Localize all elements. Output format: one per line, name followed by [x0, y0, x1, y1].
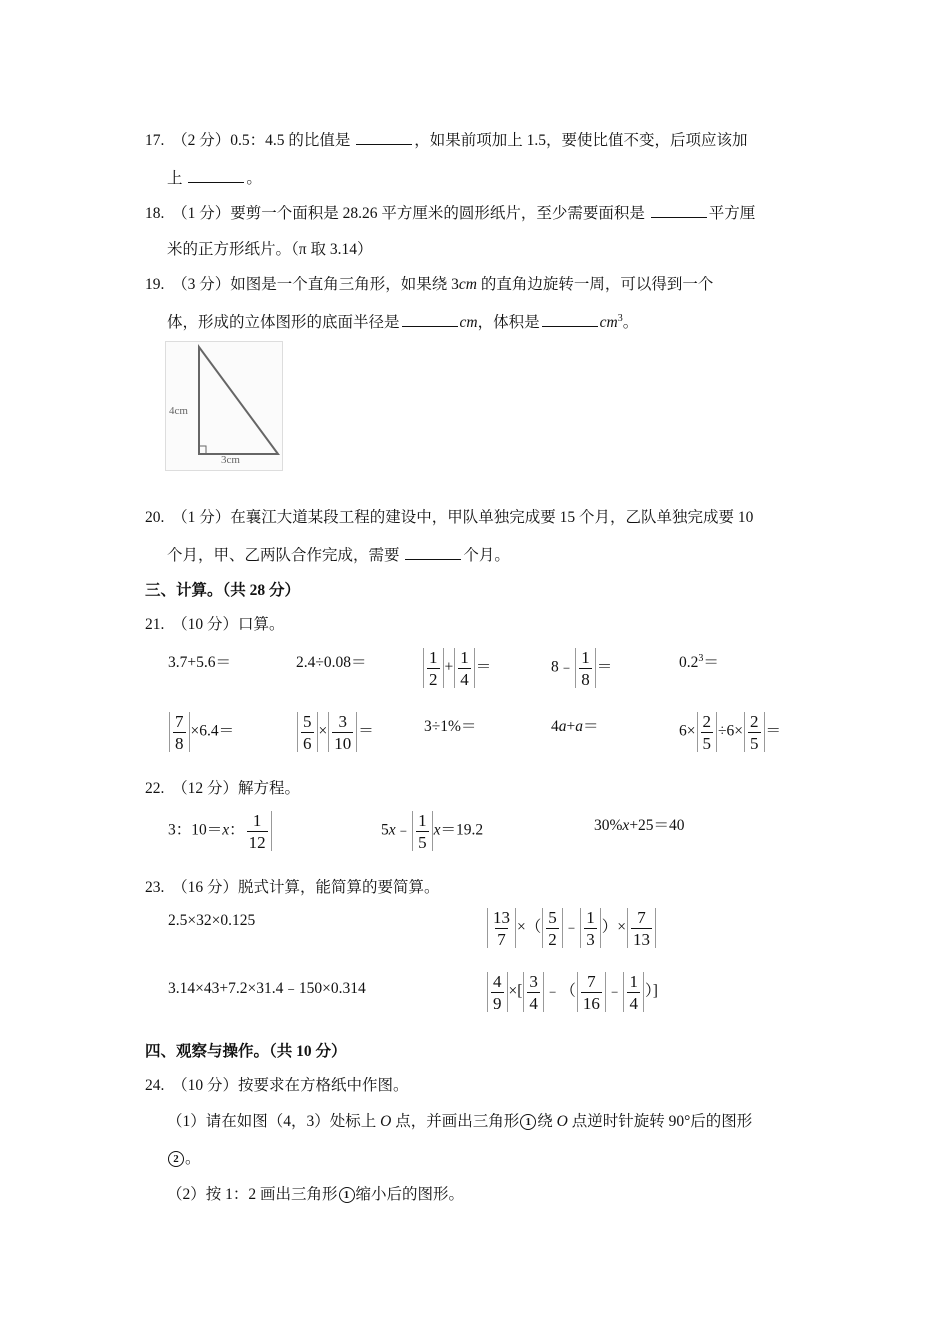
right-triangle-figure — [165, 341, 283, 471]
answer-blank[interactable] — [405, 545, 461, 560]
q23-expr4: $\frac{4}{9}$ ×[ $\frac{3}{4}$ ﹣（ $\frac{7}{16}$ ﹣ $\frac{1}{4}$ ）] — [486, 972, 658, 1012]
fraction: $\frac{1}{8}$ — [575, 648, 596, 688]
label-4cm: 4cm — [169, 405, 188, 417]
q21-item-d: 8﹣ $\frac{1}{8}$ ＝ — [551, 648, 613, 689]
fraction: $\frac{13}{7}$ — [487, 908, 516, 948]
q22-eq1: 3：10＝x： $\frac{1}{12}$ — [168, 811, 273, 851]
fraction: $\frac{2}{5}$ — [744, 712, 765, 752]
q21-item-a: 3.7+5.6＝ — [168, 654, 231, 671]
section-3-heading: 三、计算。（共 28 分） — [145, 582, 301, 599]
answer-blank[interactable] — [356, 130, 412, 145]
q23-title: 23. （16 分）脱式计算，能简算的要简算。 — [145, 879, 440, 896]
q23-expr3: 3.14×43+7.2×31.4﹣150×0.314 — [168, 980, 366, 997]
fraction: $\frac{5}{6}$ — [297, 712, 318, 752]
circled-number: 1 — [520, 1114, 536, 1130]
fraction: $\frac{3}{4}$ — [523, 972, 544, 1012]
fraction: $\frac{1}{12}$ — [246, 811, 272, 851]
answer-blank[interactable] — [402, 312, 458, 327]
q24-title: 24. （10 分）按要求在方格纸中作图。 — [145, 1077, 409, 1094]
q24-part1-line1: （1）请在如图（4，3）处标上 O 点，并画出三角形 1 绕 O 点逆时针旋转 90°后的图形 — [167, 1113, 753, 1130]
q21-item-b: 2.4÷0.08＝ — [296, 654, 367, 671]
q23-expr1: 2.5×32×0.125 — [168, 912, 256, 929]
fraction: $\frac{7}{8}$ — [169, 712, 190, 752]
fraction: $\frac{1}{2}$ — [423, 648, 444, 688]
q19-line2: 体，形成的立体图形的底面半径是 cm，体积是 $cm^3$。 — [167, 312, 639, 331]
q20-line2: 个月，甲、乙两队合作完成，需要 个月。 — [167, 547, 510, 564]
q23-expr2: $\frac{13}{7}$ ×（ $\frac{5}{2}$ ﹣ $\frac{1}{3}$ ）× $\frac{7}{13}$ — [486, 908, 657, 948]
fraction: $\frac{1}{4}$ — [623, 972, 644, 1012]
q22-eq3: 30%x+25＝40 — [594, 817, 685, 834]
fraction: $\frac{1}{3}$ — [580, 908, 601, 948]
q21-item-e: $0.2^3=$ — [679, 652, 719, 671]
q21-title: 21. （10 分）口算。 — [145, 616, 285, 633]
q21-item-i: 4a+a＝ — [551, 718, 599, 735]
circled-number: 1 — [339, 1187, 355, 1203]
fraction: $\frac{3}{10}$ — [328, 712, 357, 752]
q18-line1: 18. （1 分）要剪一个面积是 28.26 平方厘米的圆形纸片，至少需要面积是 平方厘 — [145, 205, 756, 222]
fraction: $\frac{1}{4}$ — [454, 648, 475, 688]
q17-line1: 17. （2 分）0.5：4.5 的比值是 ，如果前项加上 1.5，要使比值不变，后项应该加 — [145, 132, 748, 149]
q22-title: 22. （12 分）解方程。 — [145, 780, 301, 797]
section-4-heading: 四、观察与操作。（共 10 分） — [145, 1043, 347, 1060]
fraction: $\frac{7}{13}$ — [627, 908, 656, 948]
answer-blank[interactable] — [651, 203, 707, 218]
answer-blank[interactable] — [542, 312, 598, 327]
q24-part1-line2: 2 。 — [167, 1146, 201, 1168]
answer-blank[interactable] — [188, 168, 244, 183]
fraction: $\frac{2}{5}$ — [697, 712, 718, 752]
q21-item-f: $\frac{7}{8}$ ×6.4＝ — [168, 712, 234, 752]
triangle-shape — [199, 347, 278, 454]
q21-item-j: 6× $\frac{2}{5}$ ÷6× $\frac{2}{5}$ ＝ — [679, 712, 782, 753]
q21-item-g: $\frac{5}{6}$ × $\frac{3}{10}$ ＝ — [296, 712, 374, 752]
q17-line2: 上 。 — [167, 170, 262, 187]
q21-item-h: 3÷1%＝ — [424, 718, 477, 735]
q19-line1: 19. （3 分）如图是一个直角三角形，如果绕 3cm 的直角边旋转一周，可以得到一个 — [145, 276, 714, 293]
circled-number: 2 — [168, 1151, 184, 1167]
fraction: $\frac{7}{16}$ — [577, 972, 606, 1012]
q21-item-c: $\frac{1}{2}$ + $\frac{1}{4}$ ＝ — [422, 648, 491, 688]
fraction: $\frac{5}{2}$ — [542, 908, 563, 948]
q18-line2: 米的正方形纸片。（π 取 3.14） — [167, 241, 373, 258]
label-3cm: 3cm — [221, 454, 240, 466]
q22-eq2: 5x﹣ $\frac{1}{5}$ x＝19.2 — [381, 811, 484, 852]
fraction: $\frac{4}{9}$ — [487, 972, 508, 1012]
q20-line1: 20. （1 分）在襄江大道某段工程的建设中，甲队单独完成要 15 个月，乙队单独完成要 10 — [145, 509, 754, 526]
fraction: $\frac{1}{5}$ — [412, 811, 433, 851]
q24-part2: （2）按 1：2 画出三角形 1 缩小后的图形。 — [167, 1186, 465, 1203]
right-angle-mark — [199, 446, 206, 454]
